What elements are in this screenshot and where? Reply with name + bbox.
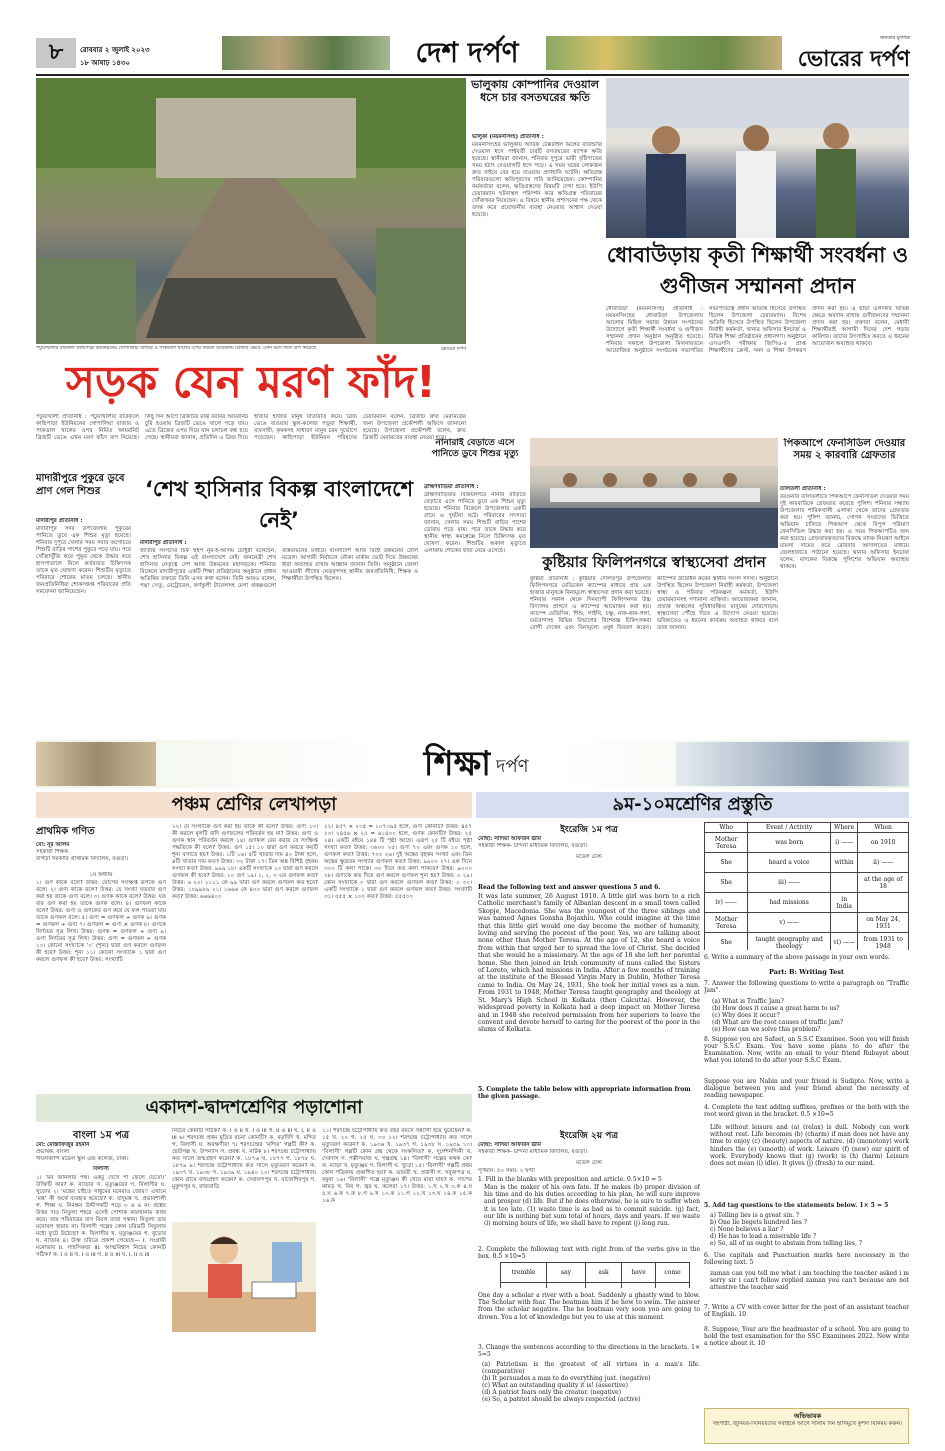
kushtia-body: কুষ্টিয়া প্রতিনিধি : কুষ্টিয়ার দৌলতপুর উপজেলার ফিলিপনগরে মেডিকেল ক্যাম্পের মাধ্যমে প্রায় এক হাজার মানুষকে বিনামূল্যে স্বাস্থ্যসেবা প্রদান করা হয়েছে। শনিবার সকাল থেকে দিনব্যাপী ফিলিপনগর উচ্চ বিদ্যালয় প্রাঙ্গণে এ ক্যাম্পের আয়োজন করা হয়। ক্যাম্পে মেডিসিন, শিশু, গাইনি, চক্ষু, নাক-কান-গলা, চর্মরোগসহ বিভিন্ন বিভাগের বিশেষজ্ঞ চিকিৎসকরা রোগী দেখেন এবং বিনামূল্যে ওষুধ বিতরণ করেন। ক্যাম্পের উদ্বোধন করেন স্থানীয় সংসদ সদস্য। অনুষ্ঠানে উপস্থিত ছিলেন উপজেলা নির্বাহী কর্মকর্তা, উপজেলা স্বাস্থ্য ও পরিবার পরিকল্পনা কর্মকর্তা, ইউপি চেয়ারম্যানসহ গণ্যমান্য ব্যক্তিরা। আয়োজকরা জানান, প্রত্যন্ত অঞ্চলের সুবিধাবঞ্চিত মানুষের দোরগোড়ায় স্বাস্থ্যসেবা পৌঁছে দিতে এ উদ্যোগ নেওয়া হয়েছে। ভবিষ্যতেও এ ধরনের কার্যক্রম অব্যাহত থাকবে বলে তারা জানান। (530, 576, 778, 631)
hasina-body: জাতীয় সংসদের চিফ হুইপ নূর-ই-আলম চৌধুরী বলেছেন, শেখ হাসিনার বিকল্প এই বাংলাদেশে নেই। জননেত্রী শেখ হাসিনার নেতৃত্বে দেশ আজ উন্নয়নের মহাসড়কে। শনিবার বিকেলে মাদারীপুরের একটি শিক্ষা প্রতিষ্ঠানের অনুষ্ঠানে প্রধান অতিথির বক্তব্যে তিনি এসব কথা বলেন। তিনি আরও বলেন, পদ্মা সেতু, মেট্রোরেল, কর্ণফুলী টানেলসহ মেগা প্রকল্পগুলো বাস্তবায়নের মাধ্যমে বাংলাদেশ আজ বিশ্বে উন্নয়নের রোল মডেল। আগামী নির্বাচনে নৌকা মার্কায় ভোট দিয়ে উন্নয়নের ধারা অব্যাহত রাখার আহ্বান জানান তিনি। অনুষ্ঠানে জেলা আওয়ামী লীগের নেতৃবৃন্দসহ স্থানীয় জনপ্রতিনিধি, শিক্ষক ও শিক্ষার্থীরা উপস্থিত ছিলেন। (140, 548, 418, 589)
nanarai-body: ব্রাহ্মণবাড়িয়ার বিজয়নগরে নানার বাড়িতে বেড়াতে এসে পানিতে ডুবে এক শিশুর মৃত্যু হয়েছে। শনিবার বিকেলে উপজেলার একটি গ্রামে এ দুর্ঘটনা ঘটে। পরিবারের সদস্যরা জানান, খেলার সময় শিশুটি বাড়ির পাশের ডোবায় পড়ে যায়। পরে তাকে উদ্ধার করে স্থানীয় স্বাস্থ্য কমপ্লেক্সে নিলে চিকিৎসক মৃত ঘোষণা করেন। শিশুটির অকাল মৃত্যুতে এলাকায় শোকের ছায়া নেমে এসেছে। (424, 492, 526, 554)
bridge-photo (36, 78, 466, 344)
bridge-photo-caption: পটুয়াখালীর বাউফল কাছিপাড়া ইউনিয়নের গোপালিয়া বাজার ও পাকডাল খালের ওপর নির্মিত আয়রনিট ব্রিজটি ভেঙে এখন মরণ ফাঁদে রূপ নিয়েছে (36, 346, 317, 351)
dhobaura-body: ধোবাউড়া (ময়মনসিংহ) প্রতিনিধি : ময়মনসিংহের ধোবাউড়া উপজেলায় আলোর মিছিল সমাজ উন্নয়ন সংগঠনের উদ্যোগে কৃতী শিক্ষার্থী সংবর্ধনা ও গুণীজন সম্মাননা প্রদান অনুষ্ঠান অনুষ্ঠিত হয়েছে। শনিবার সকালে উপজেলা মিলনায়তনে আয়োজিত অনুষ্ঠানে সংগঠনের সভাপতির সভাপতিত্বে প্রধান অতিথি হিসেবে উপস্থিত ছিলেন উপজেলা চেয়ারম্যান। বিশেষ অতিথি হিসেবে উপস্থিত ছিলেন উপজেলা নির্বাহী কর্মকর্তা, থানার অফিসার ইনচার্জ ও বিভিন্ন শিক্ষা প্রতিষ্ঠানের প্রধানগণ। অনুষ্ঠানে এসএসসি পরীক্ষায় জিপিএ-৫ প্রাপ্ত শিক্ষার্থীদের ক্রেস্ট, সনদ ও শিক্ষা উপকরণ প্রদান করা হয়। এ ছাড়া এলাকার বিভিন্ন ক্ষেত্রে অবদান রাখায় গুণীজনদের সম্মাননা প্রদান করা হয়। বক্তারা বলেন, মেধাবী শিক্ষার্থীরাই আগামী দিনের দেশ গড়ার কারিগর। তাদের উৎসাহিত করতে এ ধরনের আয়োজন অব্যাহত থাকবে। (606, 306, 909, 354)
q7-item: (a) What is Traffic Jam? (712, 998, 784, 1005)
table-header: Where (831, 823, 858, 833)
class11-title-bar: একাদশ-দ্বাদশশ্রেণির পড়াশোনা (36, 1094, 472, 1122)
bangla1-col-2a: নিচের কোনটি সঠিক? ক. i ও ii খ. i ও iii গ. ii ও iii ঘ. i, ii ও iii ৬। শরৎচন্দ্র প্রথম মুদ্রিত রচনা কোনটি? ক. বড়দিদি খ. মন্দির গ. বিলাসী ঘ. অরক্ষণীয়া ৭। শরৎচন্দ্রের ‘মন্দির’ গল্পটি কী? ক. ছোটগল্প খ. উপন্যাস গ. প্রবন্ধ ঘ. নাটক ৮। শরৎচন্দ্র চট্টোপাধ্যায় কত সালে জন্মগ্রহণ করেন? ক. ১৮৭৬ খ. ১৮৭৭ গ. ১৮৭৮ ঘ. ১৮৭৯ ৯। শরৎচন্দ্র চট্টোপাধ্যায় কত সালে মৃত্যুবরণ করেন? ক. ১৯৩৭ খ. ১৯৩৮ গ. ১৯৩৯ ঘ. ১৯৪০ ১০। শরৎচন্দ্র চট্টোপাধ্যায় কোন গ্রামে জন্মগ্রহণ করেন? ক. দেবানন্দপুর খ. বাজেশিবপুর গ. মুকুন্দপুর ঘ. রাজবাড়ি (172, 1128, 316, 1190)
bangla1-chapter: বিলাসী (93, 1166, 109, 1172)
education-banner (36, 740, 909, 788)
table-cell (622, 1283, 656, 1289)
eng1-test: মডেল টেস্ট (576, 854, 602, 860)
math-school: বাগড়া সরকারি প্রাথমিক বিদ্যালয়, বগুড়া। (36, 856, 128, 862)
table-cell (656, 1283, 690, 1289)
table-cell: She (705, 933, 748, 951)
student-reading-illustration (172, 1222, 316, 1332)
tag-item: c) None believes a liar ? (710, 1226, 784, 1233)
bhaluka-title: ভালুকায় কোম্পানির দেওয়াল ধসে চার বসতঘরের ক্ষতি (471, 78, 599, 104)
bridge-photo-credit: ভোরের দর্পণ (440, 346, 466, 352)
hasina-headline: ‘শেখ হাসিনার বিকল্প বাংলাদেশে নেই’ (144, 477, 414, 532)
header-image-strip (222, 36, 390, 70)
eng2-author: মোছা: সাদিয়া আফরিন ঊর্মি (478, 1142, 541, 1148)
table-cell: i) —— (831, 833, 858, 853)
madaripur-lead: মাদারীপুর প্রতিনিধি : (36, 518, 83, 524)
table-header: When (858, 823, 909, 833)
q8b-text: Suppose you are Nabin and your friend is Sudipto. Now, write a dialogue between you and your friend about the necessity of reading newspaper. (704, 1078, 909, 1099)
eng2-q3-item: (d) A patriot fears only the creator. (negative) (482, 1389, 622, 1396)
q7-text: 7. Answer the following questions to write a paragraph on "Traffic Jam". (704, 980, 909, 994)
banner-title-suffix: দর্পণ (496, 756, 529, 777)
award-ceremony-photo (606, 78, 909, 238)
eng2-q3-item: (c) What an outstanding quality it is! (assertive) (482, 1382, 628, 1389)
table-cell (831, 873, 858, 893)
header-bn-date: ১৮ আষাঢ় ১৪৩০ (80, 59, 131, 67)
table-cell: tremble (501, 1263, 547, 1283)
road-headline: সড়ক যেন মরণ ফাঁদ! (65, 357, 437, 408)
pickup-body: বরগুনার তালতলীতে পিকআপে ফেনসিডিল দেওয়ার সময় দুই কারবারিকে গ্রেফতার করেছে পুলিশ। শনিবার সন্ধ্যায় উপজেলার শারিকখালী এলাকা থেকে তাদের গ্রেফতার করা হয়। পুলিশ জানায়, গোপন সংবাদের ভিত্তিতে অভিযান চালিয়ে পিকআপ থেকে বিপুল পরিমাণ ফেনসিডিল উদ্ধার করা হয়। এ সময় পিকআপটিও জব্দ করা হয়েছে। গ্রেফতারকৃতদের বিরুদ্ধে মাদক নিয়ন্ত্রণ আইনে মামলা দায়ের করে রোববার আদালতের মাধ্যমে জেলহাজতে পাঠানো হয়েছে। থানার অফিসার ইনচার্জ বলেন, মাদকের বিরুদ্ধে পুলিশের অভিযান অব্যাহত থাকবে। (780, 494, 909, 570)
table-cell: have (622, 1263, 656, 1283)
eng2-q1: 1. Fill in the blanks with preposition and article. 0.5×10 = 5 (478, 1176, 662, 1183)
table-header-row (705, 823, 909, 833)
eng1-subject: ইংরেজি ১ম পত্র (560, 825, 618, 834)
table-cell: Mother Teresa (705, 833, 748, 853)
bangla1-author: মো: মোস্তাফিজুর রহমান (36, 1142, 90, 1148)
bridge-illustration (36, 78, 466, 344)
table-cell: She (705, 853, 748, 873)
verb-table (500, 1262, 690, 1288)
table-row (705, 933, 909, 951)
ceremony-illustration (606, 78, 909, 238)
banner-title: শিক্ষা (423, 744, 491, 784)
bangla1-col-3: ১১। শরৎচন্দ্র চট্টোপাধ্যায় কত বছর বয়সে সন্ন্যাসী হয়ে ঘুরেছেন? ক. ১৫ খ. ২০ গ. ২৫ ঘ. ৩০ ১২। শরৎচন্দ্র চট্টোপাধ্যায় কত সালে মৃত্যুবরণ করেন? ক. ১৯৩৬ খ. ১৯৩৭ গ. ১৯৩৮ ঘ. ১৯৩৯ ১৩। ‘বিলাসী’ গল্পটি কোন গ্রন্থ থেকে সংকলিত? ক. দুর্গেশনন্দিনী খ. দেবদাস গ. পল্লীসমাজ ঘ. গল্পগ্রন্থ ১৪। ‘বিলাসী’ গল্পের কথক কে? ক. ন্যাড়া খ. মৃত্যুঞ্জয় গ. বিলাসী ঘ. খুড়ো ১৫। ‘বিলাসী’ গল্পটি প্রথম কোন পত্রিকায় প্রকাশিত হয়? ক. ভারতী খ. প্রবাসী গ. সবুজপত্র ঘ. যমুনা ১৬। ‘বিলাসী’ গল্পে মৃত্যুঞ্জয় কী খেয়ে মারা যায়? ক. সাপের কামড় খ. বিষ গ. জ্বর ঘ. কলেরা ১৭। উত্তর: ১.খ ২.খ ৩.ক ৪.ঘ ৫.ঘ ৬.ক ৭.ক ৮.গ ৯.খ ১০.ক ১১.গ ১২.খ ১৩.ঘ ১৪.ক ১৫.ক ১৬.ক (322, 1128, 472, 1204)
table-row (705, 833, 909, 853)
passage-table (704, 822, 909, 950)
madaripur-title: মাদারীপুরে পুকুরে ডুবে প্রাণ গেল শিশুর (36, 473, 125, 497)
q7-item: (e) How can we solve this problem? (712, 1026, 821, 1033)
q7-item: (b) How does it cause a great harm to us? (712, 1005, 840, 1012)
dhobaura-headline: ধোবাউড়ায় কৃতী শিক্ষার্থী সংবর্ধনা ও গুণীজন সম্মাননা প্রদান (606, 243, 909, 298)
part-b-title: Part: B: Writing Test (769, 968, 844, 976)
math-col-2: ১২। যে সংখ্যাকে গুণ করা হয় তাকে কী বলে? উত্তর: গুণ্য ১৩। কী করলে মূলটি বাদি গুণফলের পরিবর্তন হয় না? উত্তর: গুণ্য ও গুণক স্থান পরিবর্তন করলে ১৪। গুণফল বের করার যে সংক্ষিপ্ত পদ্ধতিকে কী বলে? উত্তর: গুণ ১৫। ১০ দ্বারা গুণ করতে কয়টি শূন্য বসাতে হয়? উত্তর: ১টি ১৬। ৫টি খাতার দাম ৪০ টাকা হলে, ৪টি খাতার দাম কত? উত্তর: ৩২ টাকা ১৭। তিন অঙ্ক বিশিষ্ট বৃহত্তম সংখ্যা কত? উত্তর: ৯৯৯ ১৮। একটি সংখ্যাকে ১০ দ্বারা গুণ করলে গুণফল কী হবে? উত্তর: ১০ গুণ ১৯। ১, ২, ৩ এর গুণফল কত? উত্তর: ৬ ২০। ১১১১ কে ৯৯ দ্বারা গুণ করলে গুণফল কত হবে? উত্তর: ১০৯৯৮৯ ২১। ১৬৬৬ কে ৪০০ দ্বারা গুণ করলে গুণফল কত? উত্তর: ৬৬৬৪০০ (172, 824, 318, 900)
table-cell: vi) —— (831, 933, 858, 951)
right-q5: 5. Add tag questions to the statements below. 1× 5 = 5 (704, 1202, 889, 1209)
eng2-q3-item: (b) It persuades a man to do everything just. (negative) (482, 1375, 651, 1382)
eng1-question-head: Read the following text and answer questions 5 and 6. (478, 884, 661, 891)
kushtia-headline: কুষ্টিয়ার ফিলিপনগরে স্বাস্থ্যসেবা প্রদান (542, 553, 766, 571)
right-q6: 6. Use capitals and Punctuation marks here necessary in the following text. 5 (704, 1252, 909, 1266)
bangla1-subject: বাংলা ১ম পত্র (72, 1130, 130, 1140)
table-cell: was born (748, 833, 831, 853)
table-cell: iv) —— (705, 893, 748, 913)
q7-item: (c) Why does it occur? (712, 1012, 780, 1019)
verb-box (500, 1262, 690, 1288)
table-cell: Mother Teresa (705, 913, 748, 933)
table-cell: ask (585, 1263, 621, 1283)
pickup-title: পিকআপে ফেনসিডিল দেওয়ার সময় ২ কারবারি গ্রেফতার (783, 438, 906, 461)
table-cell: iii) —— (748, 873, 831, 893)
right-q7: 7. Write a CV with cover letter for the post of an assistant teacher of English. 10 (704, 1304, 909, 1318)
eng1-author: মোছা: সাদিয়া আফরিন ঊর্মি (478, 836, 541, 842)
bhaluka-lead: ভালুকা (ময়মনসিংহ) প্রতিনিধি : (472, 134, 544, 140)
table-cell: ii) —— (858, 853, 909, 873)
eng1-passage: It was late summer, 26 August 1910. A little girl was born to a rich Catholic merchant's family of Albanian descent in a small town called Skopje, Macedonia. She was the youngest of the three siblings and was named Agnes Gonxha Bojaxhiu. Who could imagine at the time that this little girl would one day become the mother of humanity, loving and serving the poorest of the poor. Yes, we are talking about none other than Mother Teresa. At the age of 12, she heard a voice from within that urged her to spread the love of Christ. She decided that she would be a missionary. At the age of 18 she left her parental home. She then joined an Irish community of nuns called the Sisters of Loreto, which had missions in India. After a few months of training at the institute of the Blessed Virgin Mary in Dublin, Mother Teresa came to India. On May 24, 1931, She took her initial vows as a nun. From 1931 to 1948, Mother Teresa taught geography and theology at St. Mary's High School in Kolkata (then Calcutta). However, the widespread poverty in Kolkata had a deep impact on Mother Teresa and in 1948 she received permission from her superiors to leave the convent and devote herself to caring for the poorest of the poor in the slums of Kolkata. (478, 893, 700, 1034)
math-subject: প্রাথমিক গণিত (36, 826, 95, 837)
table-cell: on May 24, 1931 (858, 913, 909, 933)
table-cell: v) —— (748, 913, 831, 933)
tag-item: a) Telling lies is a great sin. ? (710, 1212, 800, 1219)
table-cell (831, 913, 858, 933)
guardian-note-box (704, 1408, 909, 1444)
eng2-q3-item: (e) So, a patriot should be always respected (active) (482, 1396, 641, 1403)
table-cell: from 1931 to 1948 (858, 933, 909, 951)
table-cell (585, 1283, 621, 1289)
tag-item: d) He has to lead a miserable life ? (710, 1233, 817, 1240)
right-q8: 8. Suppose, Your are the headmaster of a school. You are going to hold the test examination for the SSC Examinees 2022. Now write a notice about it. 10 (704, 1326, 909, 1347)
q8-text: 8. Suppose you are Safaet, an S.S.C Examinee. Soon you will finish your S.S.C Exam. You have some plans to do after the Examination. Now, write an email to your friend Rubayet about what you intend to do after your S.S.C Exam. (704, 1036, 909, 1064)
eng2-q3: 3. Change the sentences according to the directions in the brackets. 1× 5=5 (478, 1344, 700, 1358)
math-col-1: ১। গুণ কাকে বলে? উত্তর: যোগের সংক্ষিপ্ত রূপকে গুণ বলে। ২। গুণ্য কাকে বলে? উত্তর: যে সংখ্যা যতবার গুণ করা হয় তাকে গুণ্য বলে। ৩। গুণক কাকে বলে? উত্তর: যত বার গুণ করা হয় তাকে গুণক বলে। ৪। গুণফল কাকে বলে? উত্তর: গুণ্য ও গুণকের গুণ করে যে ফল পাওয়া যায় তাকে গুণফল বলে। ৫। গুণ্য = গুণফল ÷ গুণক ৬। গুণক = গুণফল ÷ গুণ্য ৭। গুণফল = গুণ্য × গুণক ৮। গুণকে নির্ণয়ের সূত্র লিখ। উত্তর: গুণক = গুণফল ÷ গুণ্য ৯। গুণ্য নির্ণয়ের সূত্র লিখ। উত্তর: গুণ্য = গুণফল ÷ গুণক ১০। কোনো সংখ্যাকে ‘০’ (শূন্য) দ্বারা গুণ করলে গুণফল কী হবে? উত্তর: শূন্য ১১। কোনো সংখ্যাকে ১ দ্বারা গুণ করলে গুণফল কী হবে? উত্তর: সংখ্যাটি (36, 880, 166, 963)
q7-item: (d) What are the root causes of traffic jam? (712, 1019, 844, 1026)
class5-title-bar: পঞ্চম শ্রেণির লেখাপড়া (36, 792, 472, 818)
table-cell: in India (831, 893, 858, 913)
table-header: Who (705, 823, 748, 833)
bangla1-role: প্রভাষক, বাংলা (36, 1149, 70, 1155)
table-cell: taught geography and theology (748, 933, 831, 951)
header-rule (36, 74, 909, 76)
pickup-lead: তালতলী প্রতিনিধি : (780, 486, 826, 492)
eng2-q2: 2. Complete the following text with right from of the verbs give in the box. 0.5 ×10=5 (478, 1246, 700, 1260)
table-row (705, 873, 909, 893)
math-col-3: ২২। ৪৫৭ × ২৩৫ = ১০৭৩৯৫ হলে, গুণ্য কোনটি? উত্তর: ৪৫৭ ২৩। ২৪৫৬ × ২৫ = ৬১৪০০ হলে, গুণক কোনটি? উত্তর: ২৫ ২৪। একটি বইয়ে ১৪৪ টি পৃষ্ঠা আছে। এরূপ ২৫ টি বইয়ে পৃষ্ঠা সংখ্যা কত? উত্তর: ৩৬০০ ২৫। গুণ্য ৭০ এবং গুণক ১০ হলে, গুণফল কত? উত্তর: ৭০০ ২৬। দুই অঙ্কের বৃহত্তম সংখ্যা এবং তিন অঙ্কের ক্ষুদ্রতম সংখ্যার গুণফল কত? উত্তর: ৯৯০০ ২৭। এক দিনে ৩০০ টি কলা পাকে। ৩০ দিনে কত কলা পাকবে? উত্তর: ৯০০০ ২৮। গুণ্যকে কত দিয়ে গুণ করলে গুণফল শূন্য হয়? উত্তর: ০ ২৯। কোন সংখ্যাকে ০ দ্বারা গুণ করলে গুণফল কত? উত্তর: ০ ৩০। একটি সংখ্যাকে ১ দ্বারা গুণ করলে গুণফল কত? উত্তর: সংখ্যাটি ৩১। ৫৫৫ × ১০০ কত? উত্তর: ৫৫৫০০ (324, 824, 472, 900)
masthead (0, 0, 945, 72)
math-author: মো: নূর আলম (36, 842, 70, 848)
page-number: ৮ (36, 38, 76, 68)
table-header: Event / Activity (748, 823, 831, 833)
eng2-p1: Man is the maker of his own fate. If he makes (b) proper division of his time and do his duties according to his plan, he will sure improve and prosper (d) life. But if he does otherwise, he is sure to suffer when it is too late. (1) waste time is as bad as to commit suicide. (g) fact, our life is nothing but sum total of hours, days and years. If we waste (i) morning hours of life, we shall have to repent (j) long run. (484, 1184, 700, 1228)
info-table (704, 822, 909, 950)
class9-title-bar: ৯ম-১০মশ্রেণির প্রস্তুতি (476, 792, 909, 818)
eng1-school: সহকারী শিক্ষক- চান্দনা মাধ্যমিক বিদ্যালয়, বগুড়া। (478, 843, 588, 849)
nanarai-title: নানারাই বেড়াতে এসে পানিতে ডুবে শিশুর মৃত্যু (431, 438, 519, 459)
table-cell: on 1910 (858, 833, 909, 853)
right-p4: Life without leisure and (a) (relax) is dull. Nobody can work without rest. Life becomes (b) (charm) if man does not have any time to enjoy (c) (beauty) aspects of nature. (d) (monotony) work hinders the (e) (smooth) of work. Leisure (f) (new) our spirit of work. Everybody knows that (g) (work) is (h) (harm) Leisure does not mean (i) idle). It gives (j) (fresh) to our mind. (710, 1124, 909, 1168)
note-title: অভিভাবক (793, 1412, 822, 1420)
table-row (501, 1263, 690, 1283)
eng2-subject: ইংরেজি ২য় পত্র (560, 1131, 618, 1140)
table-cell: She (705, 873, 748, 893)
section-title: দেশ দর্পণ (415, 36, 519, 69)
table-cell: at the age of 18 (858, 873, 909, 893)
right-q4: 4. Complete the text adding suffixes, prefixes or the both with the root word given in the bracket. 0.5 ×10=5 (704, 1104, 909, 1118)
eng1-q5: 5. Complete the table below with appropriate information from the given passage. (478, 1086, 691, 1100)
table-cell (858, 893, 909, 913)
brand-tagline: জনতার মুখপত্র (879, 35, 910, 41)
table-cell: come (656, 1263, 690, 1283)
table-cell (547, 1283, 586, 1289)
road-body: পটুয়াখালী প্রতিনিধি : পটুয়াখালীর বাউফলে কাছিপাড়া ইউনিয়নের গোপালিয়া বাজার ও পাকডাল খালের ওপর নির্মিত আয়রনিট ব্রিজটি ভেঙে এখন মরণ ফাঁদে রূপ নিয়েছে। কিছু দিন আগে ব্রিজটির মাঝ বরাবর আয়রনিট চুরি হওয়ায় ব্রিজটি ভেঙে খালে পড়ে যায়। এতে ব্রিজের ওপর দিয়ে যান চলাচল বন্ধ হয়ে গেছে। স্থানীয়রা জানান, প্রতিদিন এ ব্রিজ দিয়ে হাজার হাজার মানুষ যাতায়াত করে। ব্রিজ ভেঙে যাওয়ায় স্কুল-কলেজ পড়ুয়া শিক্ষার্থী, ব্যবসায়ী, কৃষকসহ সাধারণ মানুষ চরম দুর্ভোগে পড়েছেন। কাছিপাড়া ইউনিয়ন পরিষদের চেয়ারম্যান বলেন, ব্রিজটি দ্রুত মেরামতের জন্য উপজেলা প্রকৌশলী অফিসে জানানো হয়েছে। উপজেলা প্রকৌশলী বলেন, দ্রুত ব্রিজটি মেরামতের ব্যবস্থা নেওয়া হবে। (36, 414, 466, 441)
table-cell: heard a voice (748, 853, 831, 873)
table-row (705, 913, 909, 933)
brand-logo: ভোরের দর্পণ (797, 47, 910, 70)
header-date: রোববার ২ জুলাই ২০২৩ (80, 46, 150, 54)
madaripur-body: মাদারীপুর সদর উপজেলায় পুকুরের পানিতে ডুবে এক শিশুর মৃত্যু হয়েছে। শনিবার দুপুরে খেলার সময় সবার অগোচরে শিশুটি বাড়ির পাশের পুকুরে পড়ে যায়। পরে খোঁজাখুঁজি করে পুকুর থেকে উদ্ধার করে হাসপাতালে নিলে কর্তব্যরত চিকিৎসক তাকে মৃত ঘোষণা করেন। শিশুটির মৃত্যুতে পরিবারে শোকের মাতম চলছে। স্থানীয় জনপ্রতিনিধিরা শোকসন্তপ্ত পরিবারের প্রতি সমবেদনা জানিয়েছেন। (36, 526, 131, 595)
q6-text: 6. Write a summary of the above passage in your own words. (704, 954, 890, 961)
table-row (501, 1283, 690, 1289)
nanarai-lead: ব্রাহ্মণবাড়িয়া প্রতিনিধি : (424, 484, 479, 490)
bangla1-school: দীঘলকান্দি মডেল স্কুল এন্ড কলেজ, ঢাকা। (36, 1156, 129, 1162)
table-cell: say (547, 1263, 586, 1283)
table-cell (501, 1283, 547, 1289)
banner-image-left (36, 742, 156, 786)
hasina-lead: মাদারীপুর প্রতিনিধি : (140, 540, 187, 546)
bhaluka-body: ময়মনসিংহের ভালুকায় আরিফ টেক্সটাইল মিলের বাউন্ডারি দেওয়াল ধসে পার্শ্ববর্তী চারটি বসতঘরের ব্যাপক ক্ষতি হয়েছে। স্থানীয়রা জানান, শনিবার দুপুরে ভারী বৃষ্টিপাতের সময় হঠাৎ দেওয়ালটি ধসে পড়ে। এ সময় ঘরের লোকজন দ্রুত বাইরে বের হয়ে যাওয়ায় প্রাণহানি ঘটেনি। ক্ষতিগ্রস্ত পরিবারগুলো ক্ষতিপূরণের দাবি জানিয়েছেন। কোম্পানির কর্মকর্তারা বলেন, ক্ষতিগ্রস্তদের বিষয়টি দেখা হবে। ইউপি চেয়ারম্যান ঘটনাস্থল পরিদর্শন করে ক্ষতিগ্রস্ত পরিবারের খোঁজখবর নিয়েছেন। এ বিষয়ে স্থানীয় প্রশাসনের পক্ষ থেকে তদন্ত করে প্রয়োজনীয় ব্যবস্থা নেওয়ার আশ্বাস দেওয়া হয়েছে। (472, 142, 602, 218)
table-row (705, 853, 909, 873)
header-image-strip-2 (546, 36, 782, 70)
student-illustration (172, 1222, 316, 1332)
tag-item: b) One lie begets hundred lies ? (710, 1219, 807, 1226)
math-chapter: ১ম অধ্যায় (89, 872, 113, 878)
eng2-q3-item: (a) Patriotism is the greatest of all virtues in a man's life. (comparative) (482, 1361, 700, 1375)
eng2-marks: পূর্ণমান: ৫০ সময়: ২ ঘণ্টা (478, 1168, 535, 1174)
banner-image-right (676, 742, 909, 786)
table-row (705, 893, 909, 913)
math-author-role: সহকারী শিক্ষক (36, 849, 68, 855)
right-p6: zaman can you tell me what i am teaching the teacher asked i m sorry sir i can't follow replied zaman you can't because are not attentive the teacher said (710, 1270, 909, 1292)
eng2-p2: One day a scholar a river with a boat. Suddenly a ghastly wind to blow. The Scholar with fear. The boatman him if he how to swim. The answer from the scholar negative. The he boatman very soon you are going to drown. You a lot of knowledge but you to use at this moment. (478, 1292, 700, 1321)
note-body: সহপাঠী, জুনিয়র-সিনিয়রদের সবাইকে আগে সালাম দিন হাসিমুখে কুশল বিনিময় করুন। (712, 1421, 903, 1427)
table-cell: had missions (748, 893, 831, 913)
table-cell: within (831, 853, 858, 873)
health-camp-illustration (530, 438, 778, 548)
eng2-school: সহকারী শিক্ষক- চান্দনা মাধ্যমিক বিদ্যালয়, বগুড়া। (478, 1149, 588, 1155)
eng2-test: মডেল টেস্ট (576, 1160, 602, 1166)
tag-item: e) So, all of us ought to abstain from telling lies, ? (710, 1240, 862, 1247)
health-camp-photo (530, 438, 778, 548)
bangla1-col-1: ১। ‘মন জানলার পথ। একটু দেখে পা ফেলে যেতো।’ উক্তিটি কার? ক. ন্যাড়ার খ. মৃত্যুঞ্জয়ের গ. বিলাসীর ঘ. খুড়োর ২। ‘মন্ত্রের চাইতে সাধুমের মনেরাও জোর।’ এখানে ‘মন্ত্র’ কী অর্থে ব্যবহৃত হয়েছে? ক. যাদুমন্ত্র খ. প্রভাবশালী গ. শিক্ষা ঘ. নিবন্ধন উদ্দীপকটি পড়ে ৩ ও ৪ নং প্রশ্নের উত্তর দাও নিতুলা শহরে এসেই পোশাক কারখানায় কাজ করে। তার পরিবারের বাস বিরল তারা সন্তান। নিতুলা তার মনোবল হারায় না। বিলাসী গল্পের কোন চরিত্রটি নিতুলার মধ্যে ফুটে উঠেছে? ক. বিলাসীর খ. মৃত্যুঞ্জয়ের গ. বুড়োর ঘ. ন্যাড়ার ৪। উক্ত চরিত্রে প্রকাশ পেয়েছে— i. সংগ্রামী মনোভাব ii. সাহসিকতা iii. আত্মবিশ্বাস নিচের কোনটি সঠিক? ক. i ও ii খ. i ও iii গ. ii ও iii ঘ. i, ii ও iii (36, 1175, 166, 1258)
